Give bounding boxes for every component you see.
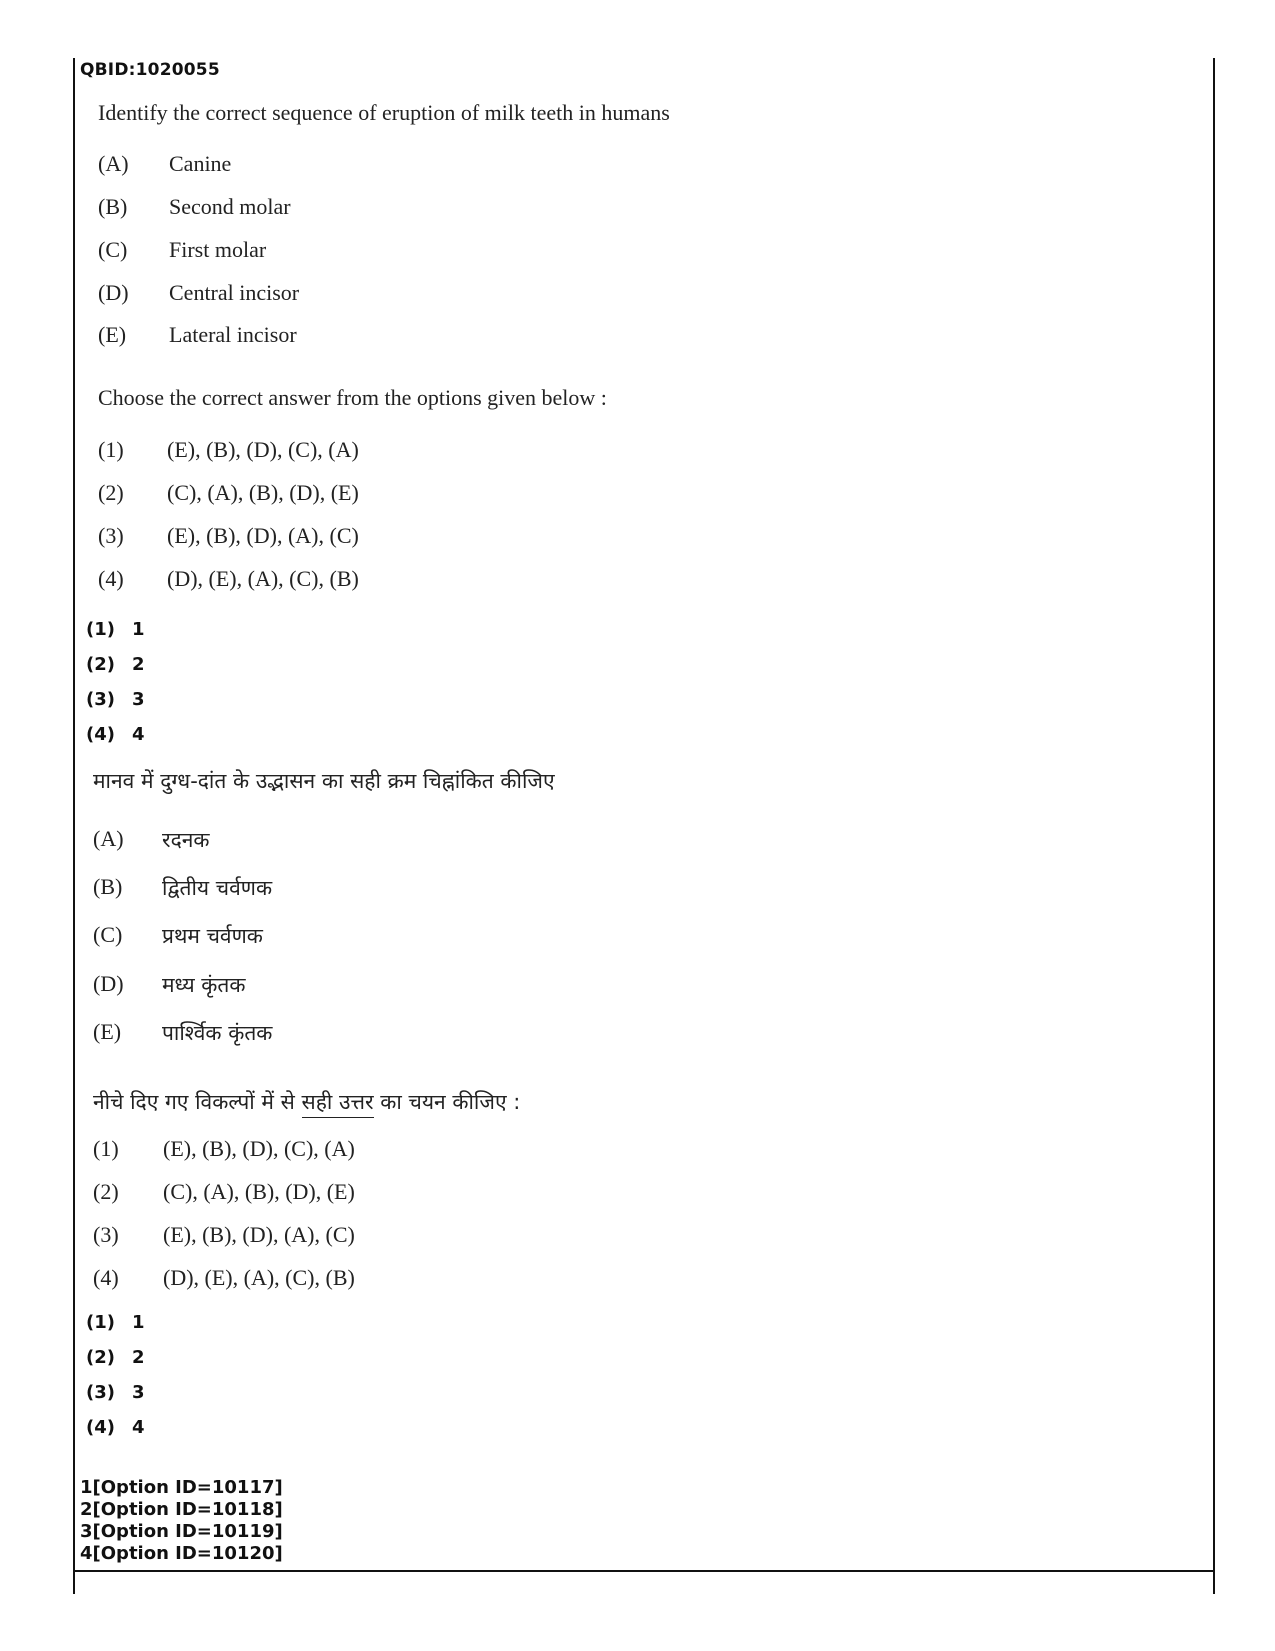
english-choice-label: (4) (98, 566, 124, 591)
option-id: 3[Option ID=10119] (80, 1521, 283, 1542)
answer-label: (3) (86, 689, 115, 710)
answer-value: 3 (132, 689, 145, 710)
answer-value: 2 (132, 654, 145, 675)
hindi-item-label: (C) (93, 922, 123, 947)
hindi-item-text: पार्श्विक कृंतक (162, 1021, 273, 1045)
option-id: 1[Option ID=10117] (80, 1477, 283, 1498)
english-choice-label: (3) (98, 523, 124, 548)
hindi-instruction-underlined: सही उत्तर (302, 1090, 374, 1118)
english-answer-option[interactable] (86, 654, 145, 675)
answer-value: 4 (132, 724, 145, 745)
answer-value: 2 (132, 1347, 145, 1368)
hindi-item-text: द्वितीय चर्वणक (162, 876, 273, 900)
answer-label: (3) (86, 1382, 115, 1403)
hindi-answer-option[interactable] (86, 1382, 145, 1403)
hindi-choice-label: (1) (93, 1136, 119, 1161)
frame-left-border (73, 58, 75, 1594)
answer-label: (2) (86, 1347, 115, 1368)
hindi-item-text: प्रथम चर्वणक (162, 924, 263, 948)
hindi-choice-text: (E), (B), (D), (A), (C) (163, 1222, 355, 1247)
option-id: 2[Option ID=10118] (80, 1499, 283, 1520)
english-item-text: Canine (169, 151, 232, 176)
english-item-text: Lateral incisor (169, 322, 297, 347)
answer-value: 1 (132, 619, 145, 640)
hindi-choice-text: (D), (E), (A), (C), (B) (163, 1265, 355, 1290)
english-item-label: (B) (98, 194, 128, 219)
english-item-text: Second molar (169, 194, 291, 219)
hindi-answer-option[interactable] (86, 1347, 145, 1368)
hindi-item-label: (E) (93, 1019, 122, 1044)
option-id: 4[Option ID=10120] (80, 1543, 283, 1564)
english-item-text: First molar (169, 237, 267, 262)
hindi-item-label: (B) (93, 874, 123, 899)
english-answer-option[interactable] (86, 724, 145, 745)
english-item-label: (D) (98, 280, 129, 305)
hindi-choice-text: (E), (B), (D), (C), (A) (163, 1136, 355, 1161)
english-answer-option[interactable] (86, 619, 145, 640)
english-answer-option[interactable] (86, 689, 145, 710)
hindi-instruction-before: नीचे दिए गए विकल्पों में से (93, 1090, 295, 1114)
hindi-choice-label: (4) (93, 1265, 119, 1290)
answer-label: (4) (86, 724, 115, 745)
hindi-item-text: मध्य कृंतक (162, 973, 246, 997)
english-choice-text: (C), (A), (B), (D), (E) (167, 480, 359, 505)
hindi-choice-label: (3) (93, 1222, 119, 1247)
hindi-answer-option[interactable] (86, 1417, 145, 1438)
english-item-label: (C) (98, 237, 128, 262)
answer-label: (1) (86, 619, 115, 640)
english-question: Identify the correct sequence of eruption of milk teeth in humans (98, 100, 670, 125)
english-item-text: Central incisor (169, 280, 300, 305)
english-choice-text: (E), (B), (D), (A), (C) (167, 523, 359, 548)
hindi-answer-option[interactable] (86, 1312, 145, 1333)
english-item-label: (A) (98, 151, 129, 176)
hindi-instruction (93, 1088, 520, 1116)
english-item-label: (E) (98, 322, 127, 347)
question-id: QBID:1020055 (80, 60, 220, 80)
hindi-choice-text: (C), (A), (B), (D), (E) (163, 1179, 355, 1204)
hindi-item-label: (D) (93, 971, 124, 996)
answer-value: 4 (132, 1417, 145, 1438)
option-id-list (80, 1477, 283, 1565)
english-choice-label: (1) (98, 437, 124, 462)
frame-right-border (1213, 58, 1215, 1594)
hindi-item-text: रदनक (162, 828, 210, 852)
english-choice-text: (E), (B), (D), (C), (A) (167, 437, 359, 462)
answer-label: (2) (86, 654, 115, 675)
frame-bottom-border (73, 1570, 1215, 1572)
answer-value: 3 (132, 1382, 145, 1403)
hindi-item-label: (A) (93, 826, 124, 851)
answer-label: (4) (86, 1417, 115, 1438)
answer-value: 1 (132, 1312, 145, 1333)
answer-label: (1) (86, 1312, 115, 1333)
hindi-question: मानव में दुग्ध-दांत के उद्भासन का सही क्रम चिह्नांकित कीजिए (93, 769, 555, 793)
hindi-instruction-after: का चयन कीजिए : (380, 1090, 521, 1114)
english-choice-text: (D), (E), (A), (C), (B) (167, 566, 359, 591)
english-instruction: Choose the correct answer from the options given below : (98, 385, 607, 410)
hindi-choice-label: (2) (93, 1179, 119, 1204)
english-choice-label: (2) (98, 480, 124, 505)
